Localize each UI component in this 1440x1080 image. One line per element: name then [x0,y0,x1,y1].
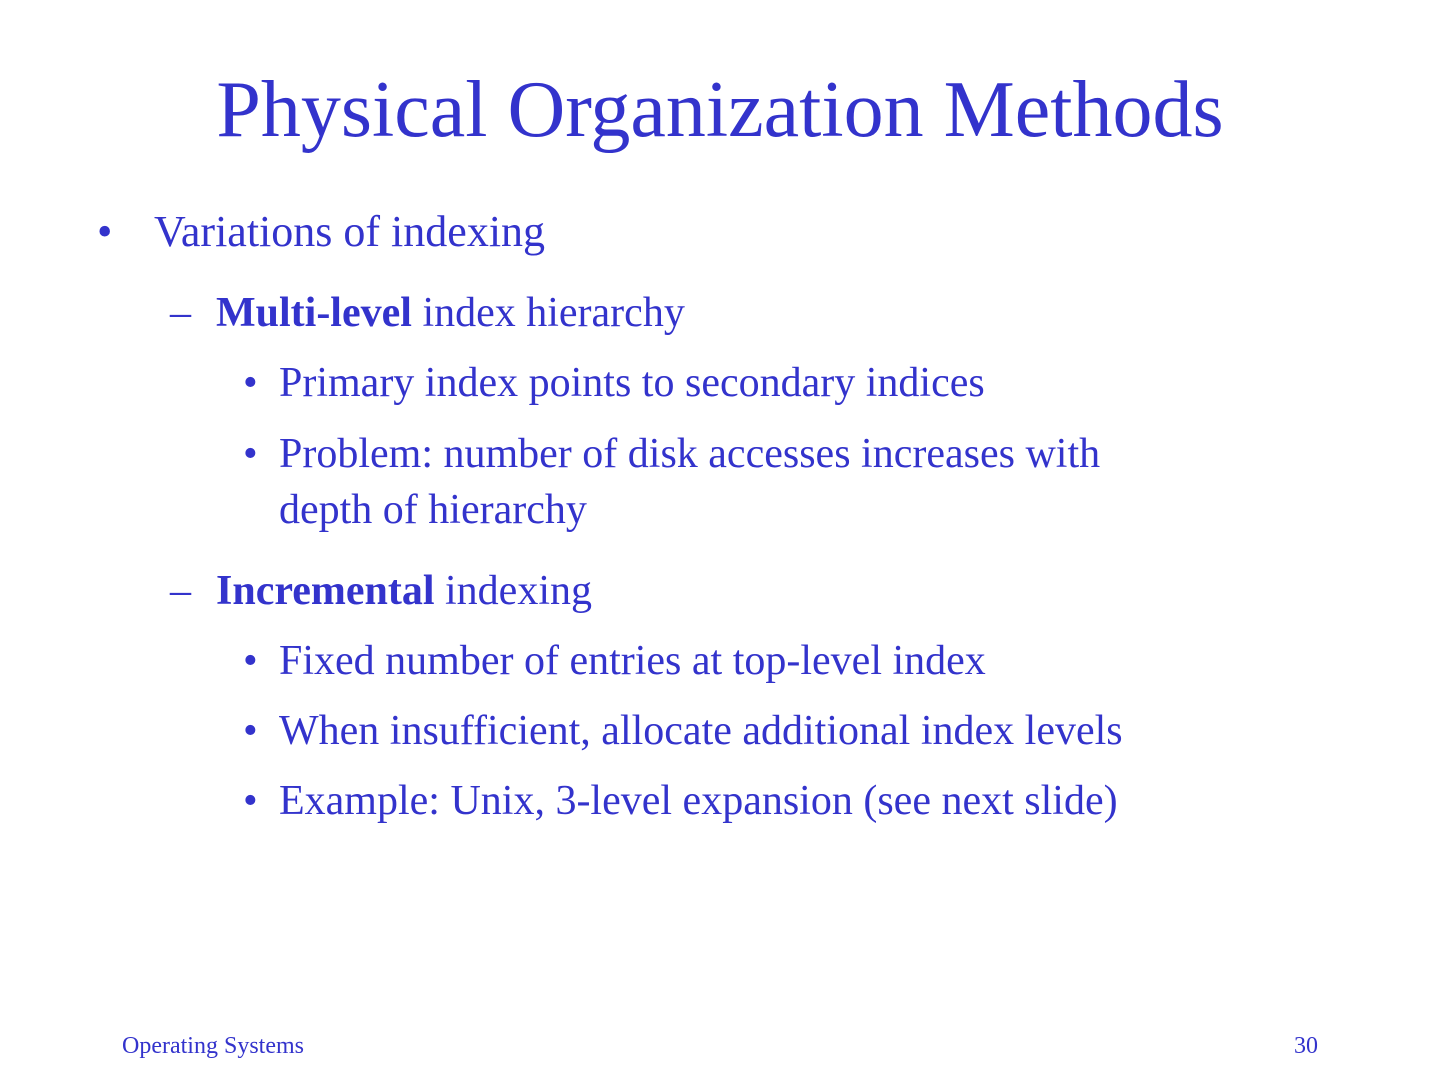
bullet-dot: • [243,360,258,406]
dash-marker: – [170,568,191,614]
emphasis-multi-level: Multi-level [216,290,412,336]
bullet-dot: • [97,207,113,256]
bullet-dot: • [243,778,258,824]
footer-course-name: Operating Systems [122,1033,304,1059]
subbullet-multi-level [216,288,685,338]
item-example-unix: Example: Unix, 3-level expansion (see next slide) [279,778,1118,824]
bullet-dot: • [243,708,258,754]
item-fixed-entries: Fixed number of entries at top-level index [279,638,986,684]
dash-marker: – [170,290,191,336]
text-indexing: indexing [434,568,592,614]
emphasis-incremental: Incremental [216,568,435,614]
bullet-dot: • [243,638,258,684]
item-primary-index: Primary index points to secondary indices [279,360,985,406]
bullet-variations-of-indexing: Variations of indexing [154,207,546,256]
subbullet-incremental [216,566,592,616]
bullet-dot: • [243,431,258,477]
item-problem-line-2: depth of hierarchy [279,487,587,533]
slide-title: Physical Organization Methods [216,66,1224,154]
item-problem-line-1: Problem: number of disk accesses increases with [279,431,1101,477]
slide-number: 30 [1294,1033,1318,1059]
item-insufficient: When insufficient, allocate additional index levels [279,708,1123,754]
text-index-hierarchy: index hierarchy [411,290,685,336]
